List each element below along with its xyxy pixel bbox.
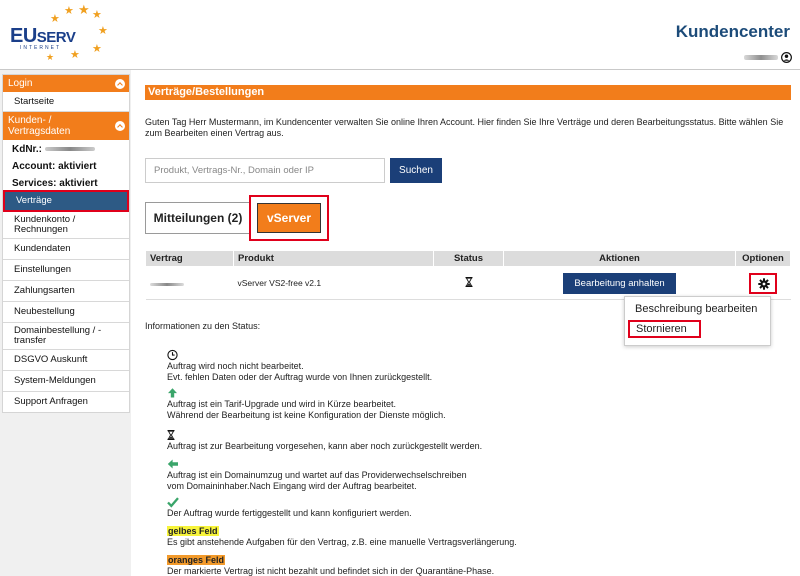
section-title: Verträge/Bestellungen xyxy=(145,85,791,100)
star-icon: ★ xyxy=(98,25,108,37)
arrow-left-icon xyxy=(167,458,179,470)
hourglass-icon xyxy=(167,429,175,441)
search-button[interactable]: Suchen xyxy=(390,158,442,183)
check-icon xyxy=(167,496,179,508)
status-info-title: Informationen zu den Status: xyxy=(145,321,261,331)
hourglass-icon xyxy=(465,277,473,287)
sidebar-item-vertraege[interactable]: Verträge xyxy=(3,190,129,212)
orange-field-text: Der markierte Vertrag ist nicht bezahlt und befindet sich in der Quarantäne-Phase. xyxy=(167,566,495,576)
star-icon: ★ xyxy=(50,13,60,25)
status-legend-item: Der Auftrag wurde fertiggestellt und kann konfiguriert werden. xyxy=(167,496,727,519)
status-legend-item: Auftrag ist ein Tarif-Upgrade und wird in Kürze bearbeitet. Während der Bearbeitung ist keine Konfiguration der Dienste möglich. xyxy=(167,387,727,421)
star-icon: ★ xyxy=(92,9,102,21)
search-input[interactable] xyxy=(145,158,385,183)
sidebar-item-domainbestellung[interactable]: Domainbestellung / -transfer xyxy=(3,323,129,350)
sidebar-menu xyxy=(2,74,130,413)
eurserv-logo[interactable] xyxy=(6,4,116,66)
product-cell: vServer VS2-free v2.1 xyxy=(234,267,434,300)
yellow-field-label: gelbes Feld xyxy=(168,526,218,536)
sidebar-item-dsgvo[interactable]: DSGVO Auskunft xyxy=(3,350,129,371)
sidebar-services-status: Services: aktiviert xyxy=(12,178,98,189)
collapse-icon[interactable] xyxy=(115,121,125,131)
sidebar-item-einstellungen[interactable]: Einstellungen xyxy=(3,260,129,281)
contract-redacted xyxy=(150,283,184,286)
yellow-field-text: Es gibt anstehende Aufgaben für den Vertrag, z.B. eine manuelle Vertragsverlängerung. xyxy=(167,537,517,547)
status-cell xyxy=(434,267,504,300)
status-legend-orange xyxy=(167,555,727,576)
sidebar-item-support[interactable]: Support Anfragen xyxy=(14,396,88,407)
contracts-table xyxy=(145,250,791,300)
status-legend-item: Auftrag ist zur Bearbeitung vorgesehen, kann aber noch zurückgestellt werden. xyxy=(167,429,727,452)
tab-vserver[interactable]: vServer xyxy=(257,203,321,233)
column-header: Produkt xyxy=(234,251,434,267)
star-icon: ★ xyxy=(64,5,74,17)
sidebar-login-header[interactable]: Login xyxy=(3,75,129,93)
user-icon xyxy=(781,52,792,63)
intro-text: Guten Tag Herr Mustermann, im Kundencenter verwalten Sie online Ihren Account. Hier finden Sie Ihre Verträge und deren Bearbeitungsstatus. Bitte wählen Sie zum Bearbeiten einen Vertrag aus. xyxy=(145,117,784,138)
user-name-redacted xyxy=(744,55,778,60)
gear-icon xyxy=(758,278,770,290)
sidebar-item-kundendaten[interactable]: Kundendaten xyxy=(3,239,129,260)
user-menu[interactable] xyxy=(744,51,792,63)
clock-icon xyxy=(167,349,178,361)
status-legend-yellow xyxy=(167,526,727,548)
logo-text: EUSERV xyxy=(10,25,76,47)
sidebar-account-status: Account: aktiviert xyxy=(12,161,97,172)
star-icon: ★ xyxy=(46,52,55,62)
table-header-row xyxy=(146,251,791,267)
sidebar-kunden-header[interactable]: Kunden- / Vertragsdaten xyxy=(3,112,129,141)
sidebar-item-neubestellung[interactable]: Neubestellung xyxy=(3,302,129,323)
column-header: Vertrag xyxy=(146,251,234,267)
header xyxy=(0,0,800,70)
main-content xyxy=(145,85,791,576)
status-legend-item: Auftrag wird noch nicht bearbeitet. Evt. fehlen Daten oder der Auftrag wurde von Ihnen zurückgestellt. xyxy=(167,349,727,383)
status-legend-item: Auftrag ist ein Domainumzug und wartet auf das Providerwechselschreiben vom Domaininhaber.Nach Eingang wird der Auftrag bearbeitet. xyxy=(167,458,727,492)
edit-description-option[interactable]: Beschreibung bearbeiten xyxy=(635,303,758,315)
sidebar-item-zahlungsarten[interactable]: Zahlungsarten xyxy=(3,281,129,302)
actions-cell xyxy=(504,267,736,300)
highlight-box xyxy=(249,195,329,241)
sidebar-item-kundenkonto[interactable]: Kundenkonto / Rechnungen xyxy=(3,212,129,239)
sidebar xyxy=(0,70,131,576)
column-header: Aktionen xyxy=(504,251,736,267)
arrow-up-icon xyxy=(167,387,178,399)
sidebar-item-startseite[interactable]: Startseite xyxy=(3,93,129,112)
star-icon: ★ xyxy=(92,43,102,55)
column-header: Status xyxy=(434,251,504,267)
search-bar xyxy=(145,158,442,183)
sidebar-item-system-meldungen[interactable]: System-Meldungen xyxy=(3,371,129,392)
options-button[interactable] xyxy=(749,273,777,294)
pause-processing-button[interactable]: Bearbeitung anhalten xyxy=(563,273,676,294)
options-cell xyxy=(736,267,791,300)
logo-subtitle: INTERNET xyxy=(20,45,61,51)
collapse-icon[interactable] xyxy=(115,79,125,89)
contract-number[interactable] xyxy=(146,267,234,300)
column-header: Optionen xyxy=(736,251,791,267)
table-row[interactable] xyxy=(146,267,791,300)
star-icon: ★ xyxy=(70,49,80,61)
cancel-contract-option[interactable]: Stornieren xyxy=(636,323,687,335)
star-icon: ★ xyxy=(78,2,90,17)
tab-mitteilungen[interactable]: Mitteilungen (2) xyxy=(145,202,251,234)
page-header-title: Kundencenter xyxy=(675,22,790,41)
orange-field-label: oranges Feld xyxy=(168,555,225,565)
kdnr-redacted xyxy=(45,147,95,151)
sidebar-kdnr: KdNr.: xyxy=(3,141,129,157)
